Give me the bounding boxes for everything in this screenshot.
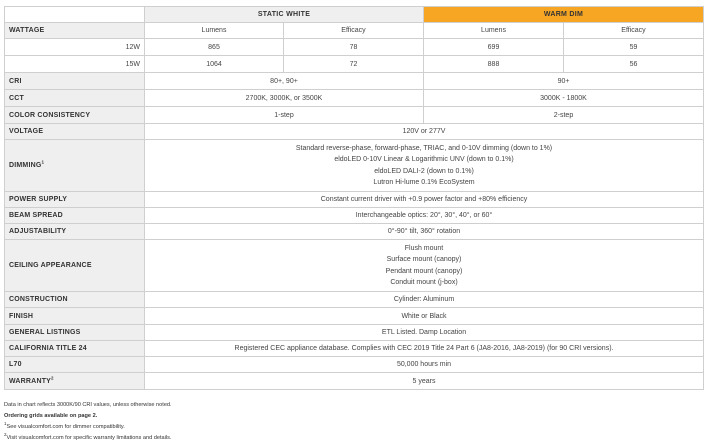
finish-label: FINISH <box>5 308 145 325</box>
footnotes <box>4 400 172 444</box>
col-wd-efficacy: Efficacy <box>564 23 704 39</box>
beam-spread-row <box>5 208 704 224</box>
wd-efficacy-15w: 56 <box>564 56 704 73</box>
color-consistency-static-white: 1-step <box>145 107 424 124</box>
cri-row <box>5 73 704 90</box>
dimming-label: DIMMING <box>9 162 42 169</box>
l70-row <box>5 357 704 373</box>
wattage-15w-label: 15W <box>5 56 145 73</box>
cct-label: CCT <box>5 90 145 107</box>
wattage-label: WATTAGE <box>5 23 145 39</box>
ceiling-appearance-label: CEILING APPEARANCE <box>5 240 145 292</box>
note-warranty-text: Visit visualcomfort.com for specific warranty limitations and details. <box>6 435 172 441</box>
warranty-footnote-mark: 2 <box>51 375 54 381</box>
warranty-label-cell <box>5 373 145 390</box>
sw-lumens-15w: 1064 <box>145 56 284 73</box>
california-title-24-value: Registered CEC appliance database. Complies with CEC 2019 Title 24 Part 6 (JA8-2016, JA8-2019) (for 90 CRI versions). <box>145 341 704 357</box>
voltage-row <box>5 124 704 140</box>
l70-value: 50,000 hours min <box>145 357 704 373</box>
power-supply-value: Constant current driver with +0.9 power factor and +80% efficiency <box>145 192 704 208</box>
wd-efficacy-12w: 59 <box>564 39 704 56</box>
california-title-24-label: CALIFORNIA TITLE 24 <box>5 341 145 357</box>
note-ordering-grids: Ordering grids available on page 2. <box>4 413 98 419</box>
note-dimmer-mark: 1 <box>4 421 7 427</box>
power-supply-label: POWER SUPPLY <box>5 192 145 208</box>
dimming-line-2: eldoLED 0-10V Linear & Logarithmic UNV (down to 0.1%) <box>334 156 514 163</box>
general-listings-value: ETL Listed. Damp Location <box>145 325 704 341</box>
voltage-value: 120V or 277V <box>145 124 704 140</box>
col-wd-lumens: Lumens <box>424 23 564 39</box>
note-warranty <box>4 433 172 444</box>
ceiling-appearance-row <box>5 240 704 292</box>
header-static-white: STATIC WHITE <box>145 7 424 23</box>
warranty-label: WARRANTY <box>9 377 52 385</box>
cri-warm-dim: 90+ <box>424 73 704 90</box>
cct-static-white: 2700K, 3000K, or 3500K <box>145 90 424 107</box>
finish-value: White or Black <box>145 308 704 325</box>
cri-label: CRI <box>5 73 145 90</box>
ceiling-appearance-value <box>145 240 704 292</box>
dimming-footnote-mark: 1 <box>41 159 45 165</box>
color-consistency-label: COLOR CONSISTENCY <box>5 107 145 124</box>
sw-lumens-12w: 865 <box>145 39 284 56</box>
dimming-line-4: Lutron Hi-lume 0.1% EcoSystem <box>373 179 475 186</box>
adjustability-value: 0°-90° tilt, 360° rotation <box>145 224 704 240</box>
dimming-label-cell <box>5 140 145 192</box>
beam-spread-value: Interchangeable optics: 20°, 30°, 40°, or 60° <box>145 208 704 224</box>
header-row <box>5 7 704 23</box>
wattage-12w-label: 12W <box>5 39 145 56</box>
wattage-header-row <box>5 23 704 39</box>
header-warm-dim: WARM DIM <box>424 7 704 23</box>
warranty-row <box>5 373 704 390</box>
finish-row <box>5 308 704 325</box>
beam-spread-label: BEAM SPREAD <box>5 208 145 224</box>
note-warranty-mark: 2 <box>4 432 7 438</box>
power-supply-row <box>5 192 704 208</box>
general-listings-row <box>5 325 704 341</box>
ceiling-line-1: Flush mount <box>404 244 444 252</box>
california-title-24-row <box>5 341 704 357</box>
dimming-value <box>145 140 704 192</box>
ceiling-line-3: Pendant mount (canopy) <box>385 267 463 275</box>
cri-static-white: 80+, 90+ <box>145 73 424 90</box>
color-consistency-row <box>5 107 704 124</box>
ceiling-line-4: Conduit mount (j-box) <box>390 279 458 286</box>
col-sw-lumens: Lumens <box>145 23 284 39</box>
l70-label: L70 <box>5 357 145 373</box>
note-data-chart: Data in chart reflects 3000K/90 CRI values, unless otherwise noted. <box>4 402 172 408</box>
construction-value: Cylinder: Aluminum <box>145 292 704 308</box>
adjustability-row <box>5 224 704 240</box>
note-dimmer-compat <box>4 422 172 433</box>
general-listings-label: GENERAL LISTINGS <box>5 325 145 341</box>
col-sw-efficacy: Efficacy <box>284 23 424 39</box>
construction-label: CONSTRUCTION <box>5 292 145 308</box>
wattage-row-15w <box>5 56 704 73</box>
warranty-value: 5 years <box>145 373 704 390</box>
dimming-line-3: eldoLED DALI-2 (down to 0.1%) <box>374 167 474 175</box>
dimming-row <box>5 140 704 192</box>
sw-efficacy-12w: 78 <box>284 39 424 56</box>
ceiling-line-2: Surface mount (canopy) <box>386 256 462 263</box>
sw-efficacy-15w: 72 <box>284 56 424 73</box>
spec-table <box>4 6 704 390</box>
color-consistency-warm-dim: 2-step <box>424 107 704 124</box>
adjustability-label: ADJUSTABILITY <box>5 224 145 240</box>
cct-row <box>5 90 704 107</box>
wd-lumens-15w: 888 <box>424 56 564 73</box>
dimming-line-1: Standard reverse-phase, forward-phase, TRIAC, and 0-10V dimming (down to 1%) <box>295 144 553 152</box>
voltage-label: VOLTAGE <box>5 124 145 140</box>
note-dimmer-text: See visualcomfort.com for dimmer compatibility. <box>6 424 125 430</box>
wd-lumens-12w: 699 <box>424 39 564 56</box>
cct-warm-dim: 3000K - 1800K <box>424 90 704 107</box>
wattage-row-12w <box>5 39 704 56</box>
header-blank-cell <box>5 7 145 23</box>
construction-row <box>5 292 704 308</box>
